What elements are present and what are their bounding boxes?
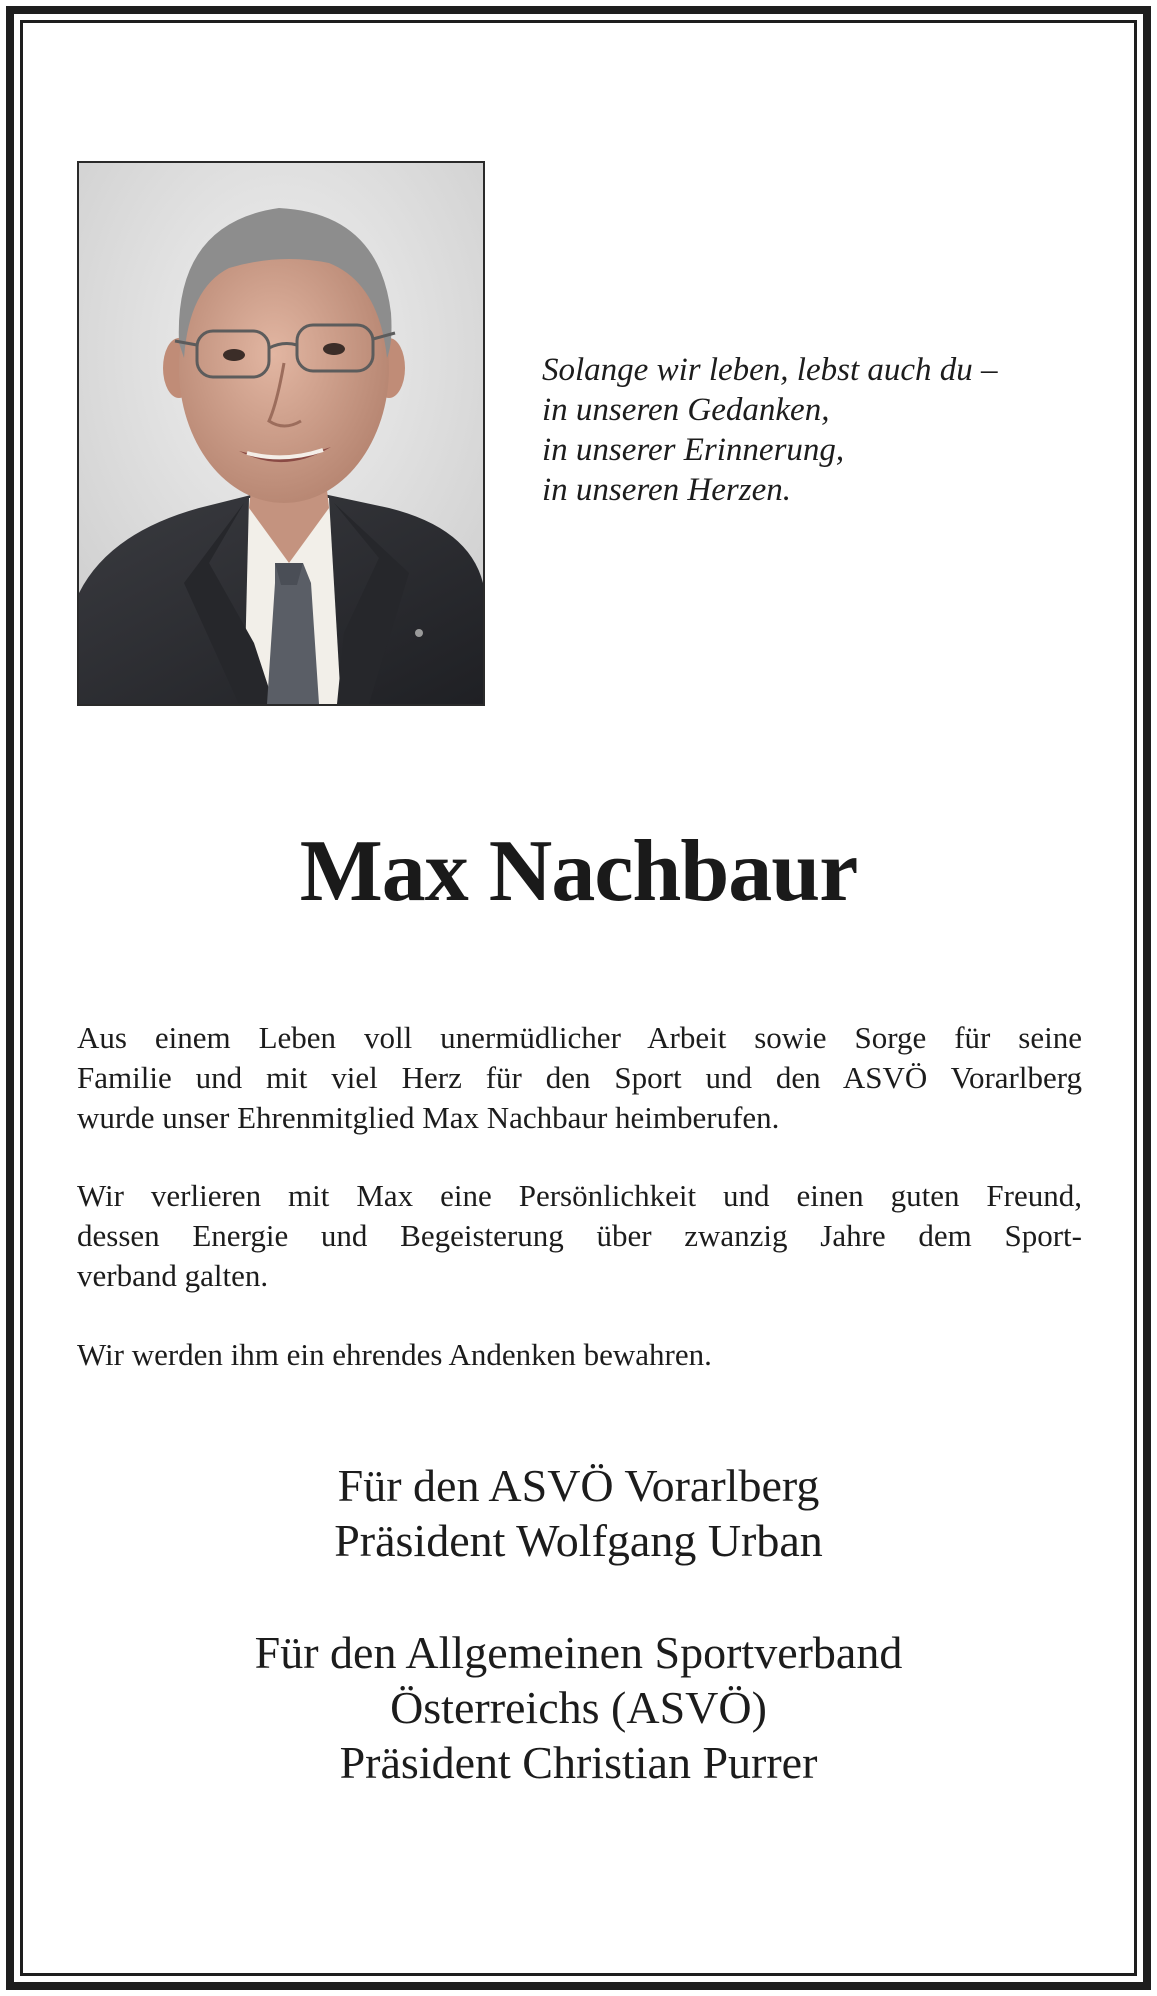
signature-line: Österreichs (ASVÖ) (390, 1682, 767, 1733)
signature-line: Für den ASVÖ Vorarlberg (337, 1460, 820, 1511)
memorial-quote (542, 350, 1062, 510)
quote-line: Solange wir leben, lebst auch du – (542, 352, 998, 388)
paragraph-line: Wir verlieren mit Max eine Persönlichkeit und einen guten Freund, (77, 1178, 1082, 1213)
paragraph-line: Aus einem Leben voll unermüdlicher Arbeit sowie Sorge für seine (77, 1020, 1082, 1055)
quote-line: in unserer Erinnerung, (542, 432, 845, 468)
lapel-pin (415, 629, 423, 637)
quote-line: in unseren Gedanken, (542, 392, 830, 428)
quote-line: in unseren Herzen. (542, 472, 791, 508)
paragraph-line: Familie und mit viel Herz für den Sport und den ASVÖ Vorarlberg (77, 1060, 1082, 1095)
obituary-paragraph-2 (77, 1176, 1082, 1296)
signature-line: Für den Allgemeinen Sportverband (254, 1627, 903, 1678)
right-eye (323, 343, 345, 355)
portrait-illustration (79, 163, 483, 704)
signature-line: Präsident Wolfgang Urban (334, 1515, 823, 1566)
signature-block-2 (0, 1625, 1157, 1790)
paragraph-line: wurde unser Ehrenmitglied Max Nachbaur heimberufen. (77, 1100, 780, 1135)
signature-line: Präsident Christian Purrer (339, 1737, 818, 1788)
obituary-paragraph-1 (77, 1018, 1082, 1138)
deceased-name: Max Nachbaur (299, 823, 858, 920)
paragraph-line: Wir werden ihm ein ehrendes Andenken bewahren. (77, 1337, 712, 1372)
portrait-photo (77, 161, 485, 706)
signature-block-1 (0, 1458, 1157, 1568)
obituary-paragraph-3 (77, 1335, 1082, 1375)
paragraph-line: verband galten. (77, 1258, 269, 1293)
left-eye (223, 349, 245, 361)
paragraph-line: dessen Energie und Begeisterung über zwanzig Jahre dem Sport- (77, 1218, 1082, 1253)
